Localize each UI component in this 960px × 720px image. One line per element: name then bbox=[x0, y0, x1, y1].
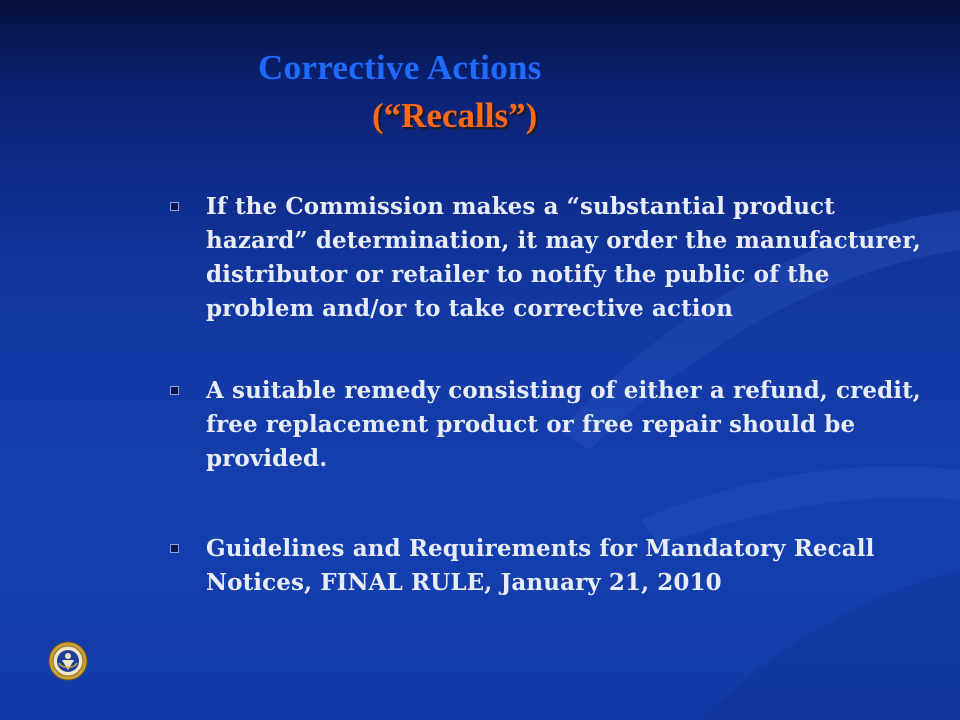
bullet-text: If the Commission makes a “substantial product hazard” determination, it may order the manufacturer, distributor or retailer to notify the public of the problem and/or to take corrective action bbox=[206, 193, 921, 322]
bullet-text: Guidelines and Requirements for Mandatory Recall Notices, FINAL RULE, January 21, 2010 bbox=[206, 535, 875, 596]
bullet-item-commission-order bbox=[168, 190, 928, 326]
bullet-square-icon bbox=[170, 544, 179, 553]
bullet-text: A suitable remedy consisting of either a refund, credit, free replacement product or free repair should be provided. bbox=[206, 377, 921, 472]
slide-subtitle: (“Recalls”) bbox=[372, 96, 538, 135]
bullet-list bbox=[168, 190, 928, 648]
agency-seal-icon bbox=[48, 641, 88, 681]
bullet-item-guidelines bbox=[168, 532, 928, 600]
bullet-square-icon bbox=[170, 386, 179, 395]
bullet-square-icon bbox=[170, 202, 179, 211]
slide-title: Corrective Actions bbox=[258, 48, 542, 87]
bullet-item-remedy bbox=[168, 374, 928, 476]
